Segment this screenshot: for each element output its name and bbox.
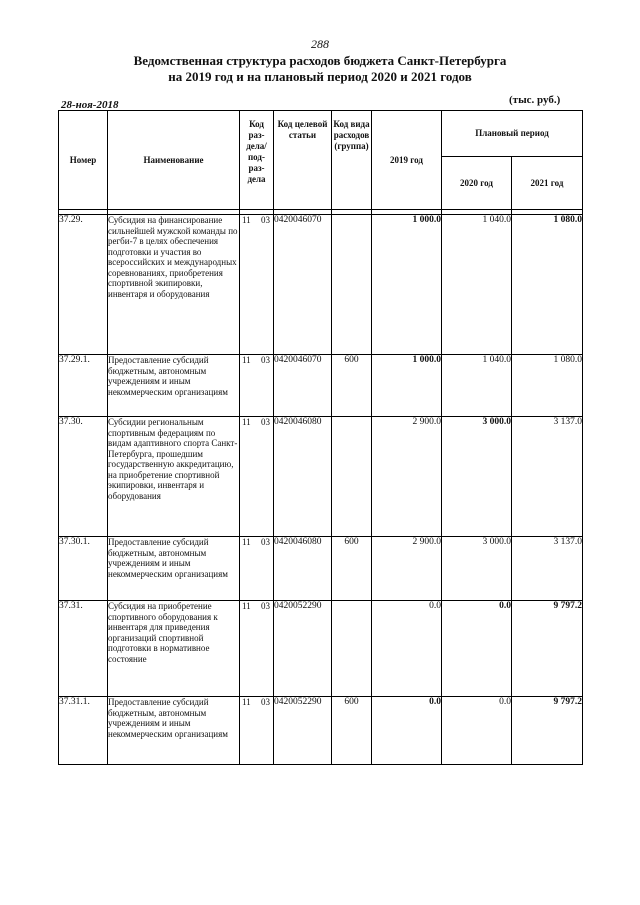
header-2020: 2020 год (442, 157, 512, 210)
row-2021: 3 137.0 (512, 537, 583, 601)
row-article: 0420046070 (274, 215, 332, 355)
page-number: 288 (311, 37, 329, 51)
row-name: Предоставление субсидий бюджетным, автономным учреждениям и иным некоммерческим организациям (108, 537, 240, 601)
row-section: 11 03 (240, 697, 274, 765)
row-vid: 600 (332, 697, 372, 765)
row-article: 0420052290 (274, 601, 332, 697)
row-number: 37.30. (59, 417, 108, 537)
table-row (59, 215, 583, 355)
row-name: Субсидия на приобретение спортивного оборудования к инвентаря для приведения организаций спортивной подготовки в нормативное состояние (108, 601, 240, 697)
row-number: 37.29.1. (59, 355, 108, 417)
row-2020: 3 000.0 (442, 537, 512, 601)
row-2019: 2 900.0 (372, 417, 442, 537)
table-row (59, 355, 583, 417)
header-2019: 2019 год (372, 111, 442, 210)
row-vid (332, 215, 372, 355)
row-2021: 9 797.2 (512, 601, 583, 697)
header-article: Код целевой статьи (274, 111, 332, 210)
row-2021: 9 797.2 (512, 697, 583, 765)
row-article: 0420046080 (274, 537, 332, 601)
row-name: Предоставление субсидий бюджетным, автономным учреждениям и иным некоммерческим организациям (108, 697, 240, 765)
budget-table (58, 110, 583, 765)
row-2021: 1 080.0 (512, 215, 583, 355)
header-plan-period: Плановый период (442, 111, 583, 157)
row-vid: 600 (332, 355, 372, 417)
row-section: 11 03 (240, 537, 274, 601)
row-vid (332, 601, 372, 697)
row-section: 11 03 (240, 601, 274, 697)
row-2019: 2 900.0 (372, 537, 442, 601)
row-vid: 600 (332, 537, 372, 601)
header-number: Номер (59, 111, 108, 210)
header-section: Код раз-дела/ под-раз-дела (240, 111, 274, 210)
header-name: Наименование (108, 111, 240, 210)
row-number: 37.31. (59, 601, 108, 697)
row-article: 0420046070 (274, 355, 332, 417)
row-article: 0420046080 (274, 417, 332, 537)
table-row (59, 697, 583, 765)
row-2020: 1 040.0 (442, 215, 512, 355)
row-2021: 3 137.0 (512, 417, 583, 537)
row-vid (332, 417, 372, 537)
row-name: Субсидия на финансирование сильнейшей мужской команды по регби-7 в целях обеспечения подготовки и участия во всероссийских и международных соревнованиях, приобретения спортивной экипировки, инвентаря и оборудования (108, 215, 240, 355)
row-number: 37.29. (59, 215, 108, 355)
table-row (59, 601, 583, 697)
table-row (59, 537, 583, 601)
row-number: 37.30.1. (59, 537, 108, 601)
row-2019: 1 000.0 (372, 355, 442, 417)
row-2021: 1 080.0 (512, 355, 583, 417)
row-number: 37.31.1. (59, 697, 108, 765)
units-label: (тыс. руб.) (509, 94, 561, 106)
title-line-1: Ведомственная структура расходов бюджета Санкт-Петербурга (133, 53, 507, 68)
header-2021: 2021 год (512, 157, 583, 210)
table-row (59, 417, 583, 537)
header-vid: Код вида расходов (группа) (332, 111, 372, 210)
row-2019: 0.0 (372, 601, 442, 697)
row-2020: 0.0 (442, 697, 512, 765)
row-2020: 0.0 (442, 601, 512, 697)
row-article: 0420052290 (274, 697, 332, 765)
row-2019: 0.0 (372, 697, 442, 765)
title-line-2: на 2019 год и на плановый период 2020 и 2021 годов (168, 69, 472, 84)
row-section: 11 03 (240, 417, 274, 537)
row-section: 11 03 (240, 355, 274, 417)
row-2020: 3 000.0 (442, 417, 512, 537)
row-2020: 1 040.0 (442, 355, 512, 417)
row-2019: 1 000.0 (372, 215, 442, 355)
row-name: Субсидии региональным спортивным федерациям по видам адаптивного спорта Санкт-Петербурга, прошедшим государственную аккредитацию, на приобретение спортивной экипировки, инвентаря и оборудования (108, 417, 240, 537)
row-section: 11 03 (240, 215, 274, 355)
row-name: Предоставление субсидий бюджетным, автономным учреждениям и иным некоммерческим организациям (108, 355, 240, 417)
document-date: 28-ноя-2018 (61, 99, 119, 111)
document-title (0, 53, 640, 85)
